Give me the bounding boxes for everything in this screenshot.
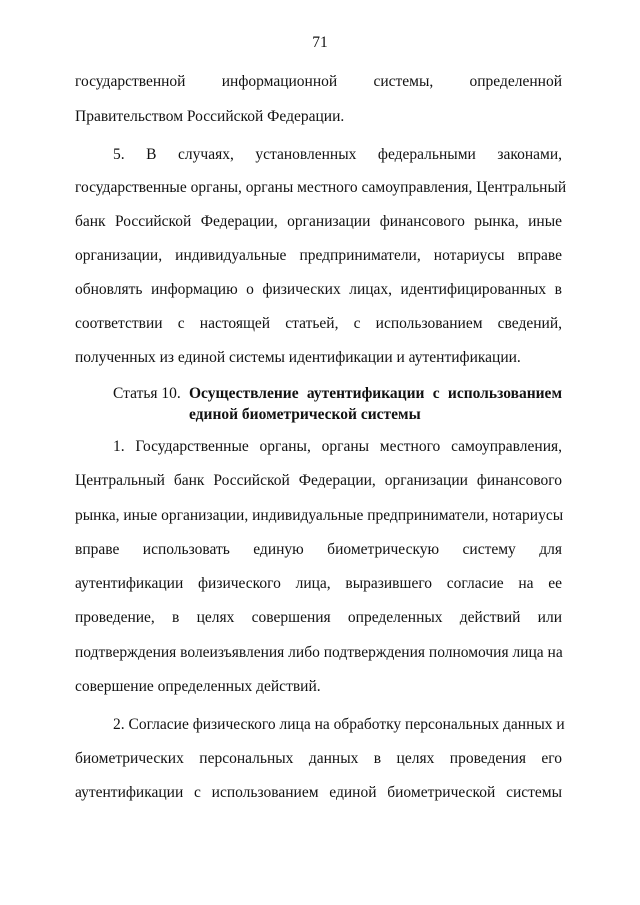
text-line: проведение, в целях совершения определенных действий или <box>75 609 562 626</box>
text-line: рынка, иные организации, индивидуальные предприниматели, нотариусы <box>75 507 564 524</box>
text-line: совершение определенных действий. <box>75 678 321 695</box>
article-title-line: Осуществление аутентификации с использованием <box>189 385 562 402</box>
article-title-line: единой биометрической системы <box>189 406 421 423</box>
text-line: банк Российской Федерации, организации финансового рынка, иные <box>75 213 562 230</box>
text-line: государственные органы, органы местного самоуправления, Центральный <box>75 179 567 196</box>
text-line: организации, индивидуальные предприниматели, нотариусы вправе <box>75 247 562 264</box>
text-line: соответствии с настоящей статьей, с использованием сведений, <box>75 315 562 332</box>
text-line: государственной информационной системы, определенной <box>75 73 562 90</box>
page-number: 71 <box>312 34 328 51</box>
text-line: аутентификации физического лица, выразившего согласие на ее <box>75 575 562 592</box>
text-line: Правительством Российской Федерации. <box>75 108 345 125</box>
text-line: подтверждения волеизъявления либо подтверждения полномочия лица на <box>75 644 563 661</box>
paragraph-first-line: 1. Государственные органы, органы местного самоуправления, <box>113 438 562 455</box>
paragraph-first-line: 2. Согласие физического лица на обработку персональных данных и <box>113 716 565 733</box>
article-title <box>189 383 562 425</box>
text-line: биометрических персональных данных в целях проведения его <box>75 750 562 767</box>
text-line: полученных из единой системы идентификации и аутентификации. <box>75 349 521 366</box>
text-line: вправе использовать единую биометрическую систему для <box>75 541 562 558</box>
text-line: Центральный банк Российской Федерации, организации финансового <box>75 472 562 489</box>
paragraph-first-line: 5. В случаях, установленных федеральными законами, <box>113 146 562 163</box>
text-line: аутентификации с использованием единой биометрической системы <box>75 784 562 801</box>
text-line: обновлять информацию о физических лицах, идентифицированных в <box>75 281 562 298</box>
article-label: Статья 10. <box>113 385 181 402</box>
